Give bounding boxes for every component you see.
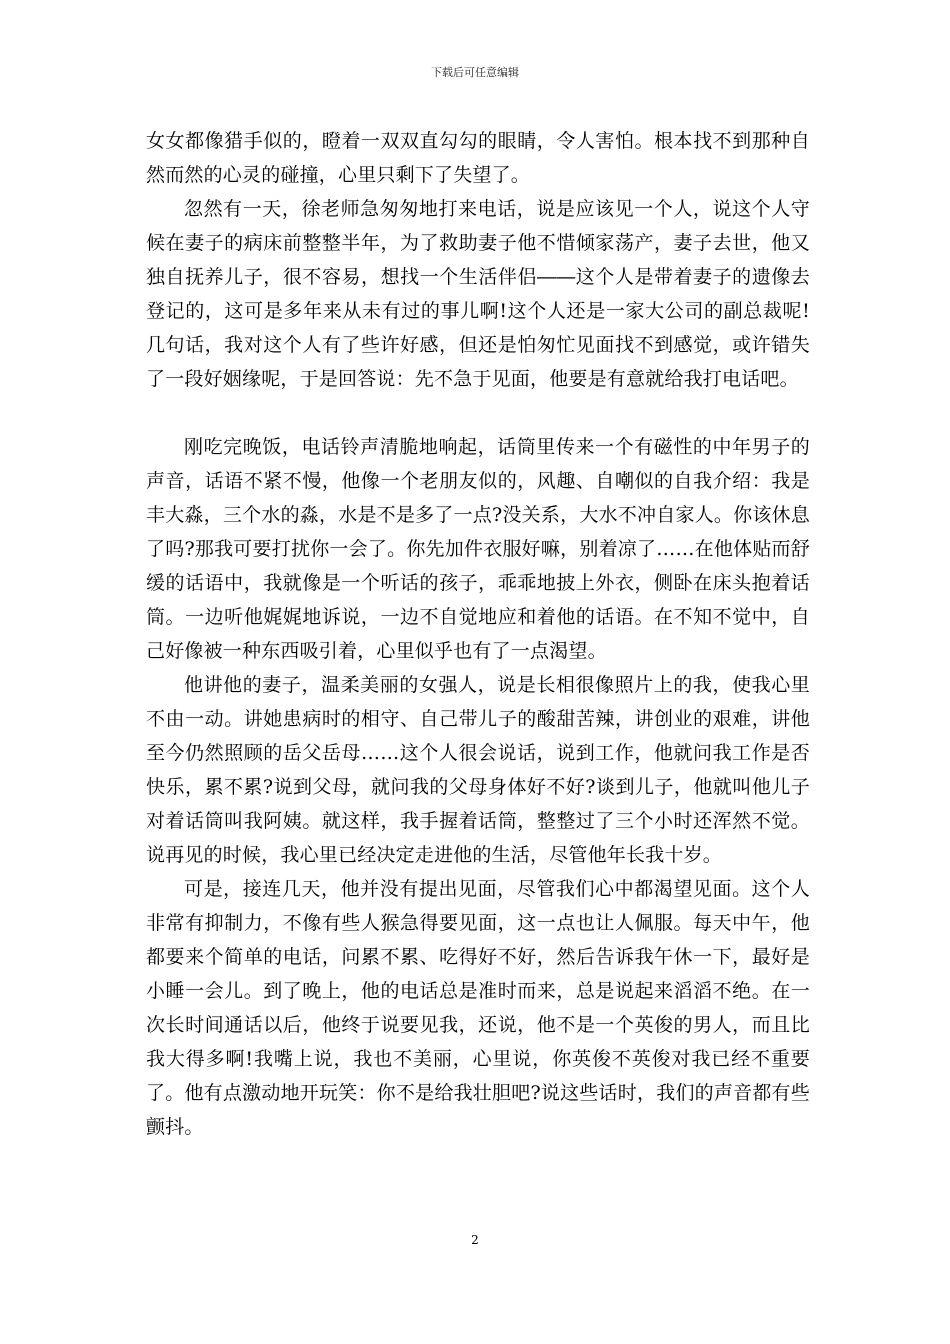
paragraph: 他讲他的妻子，温柔美丽的女强人，说是长相很像照片上的我，使我心里不由一动。讲她患病时的相守、自己带儿子的酸甜苦辣，讲创业的艰难，讲他至今仍然照顾的岳父岳母……这个人很会说话，说到工作，他就问我工作是否快乐，累不累?说到父母，就问我的父母身体好不好?谈到儿子，他就叫他儿子对着话筒叫我阿姨。就这样，我手握着话筒，整整过了三个小时还浑然不觉。说再见的时候，我心里已经决定走进他的生活，尽管他年长我十岁。 [146, 674, 810, 866]
document-body [146, 124, 810, 1144]
page-header: 下载后可任意编辑 [431, 66, 519, 79]
paragraph: 忽然有一天，徐老师急匆匆地打来电话，说是应该见一个人，说这个人守候在妻子的病床前整整半年，为了救助妻子他不惜倾家荡产，妻子去世，他又独自抚养儿子，很不容易，想找一个生活伴侣――这个人是带着妻子的遗像去登记的，这可是多年来从未有过的事儿啊!这个人还是一家大公司的副总裁呢!几句话，我对这个人有了些许好感，但还是怕匆忙见面找不到感觉，或许错失了一段好姻缘呢，于是回答说：先不急于见面，他要是有意就给我打电话吧。 [146, 198, 810, 390]
page-number: 2 [471, 1233, 479, 1247]
paragraph-gap [146, 396, 810, 430]
paragraph: 刚吃完晚饭，电话铃声清脆地响起，话筒里传来一个有磁性的中年男子的声音，话语不紧不慢，他像一个老朋友似的，风趣、自嘲似的自我介绍：我是丰大淼，三个水的淼，水是不是多了一点?没关系，大水不冲自家人。你该休息了吗?那我可要打扰你一会了。你先加件衣服好嘛，别着凉了……在他体贴而舒缓的话语中，我就像是一个听话的孩子，乖乖地披上外衣，侧卧在床头抱着话筒。一边听他娓娓地诉说，一边不自觉地应和着他的话语。在不知不觉中，自己好像被一种东西吸引着，心里似乎也有了一点渴望。 [146, 436, 810, 662]
paragraph: 可是，接连几天，他并没有提出见面，尽管我们心中都渴望见面。这个人非常有抑制力，不像有些人猴急得要见面，这一点也让人佩服。每天中午，他都要来个简单的电话，问累不累、吃得好不好，然后告诉我午休一下，最好是小睡一会儿。到了晚上，他的电话总是准时而来，总是说起来滔滔不绝。在一次长时间通话以后，他终于说要见我，还说，他不是一个英俊的男人，而且比我大得多啊!我嘴上说，我也不美丽，心里说，你英俊不英俊对我已经不重要了。他有点激动地开玩笑：你不是给我壮胆吧?说这些话时，我们的声音都有些颤抖。 [146, 878, 810, 1138]
paragraph-continued: 女女都像猎手似的，瞪着一双双直勾勾的眼睛，令人害怕。根本找不到那种自然而然的心灵的碰撞，心里只剩下了失望了。 [146, 130, 810, 186]
